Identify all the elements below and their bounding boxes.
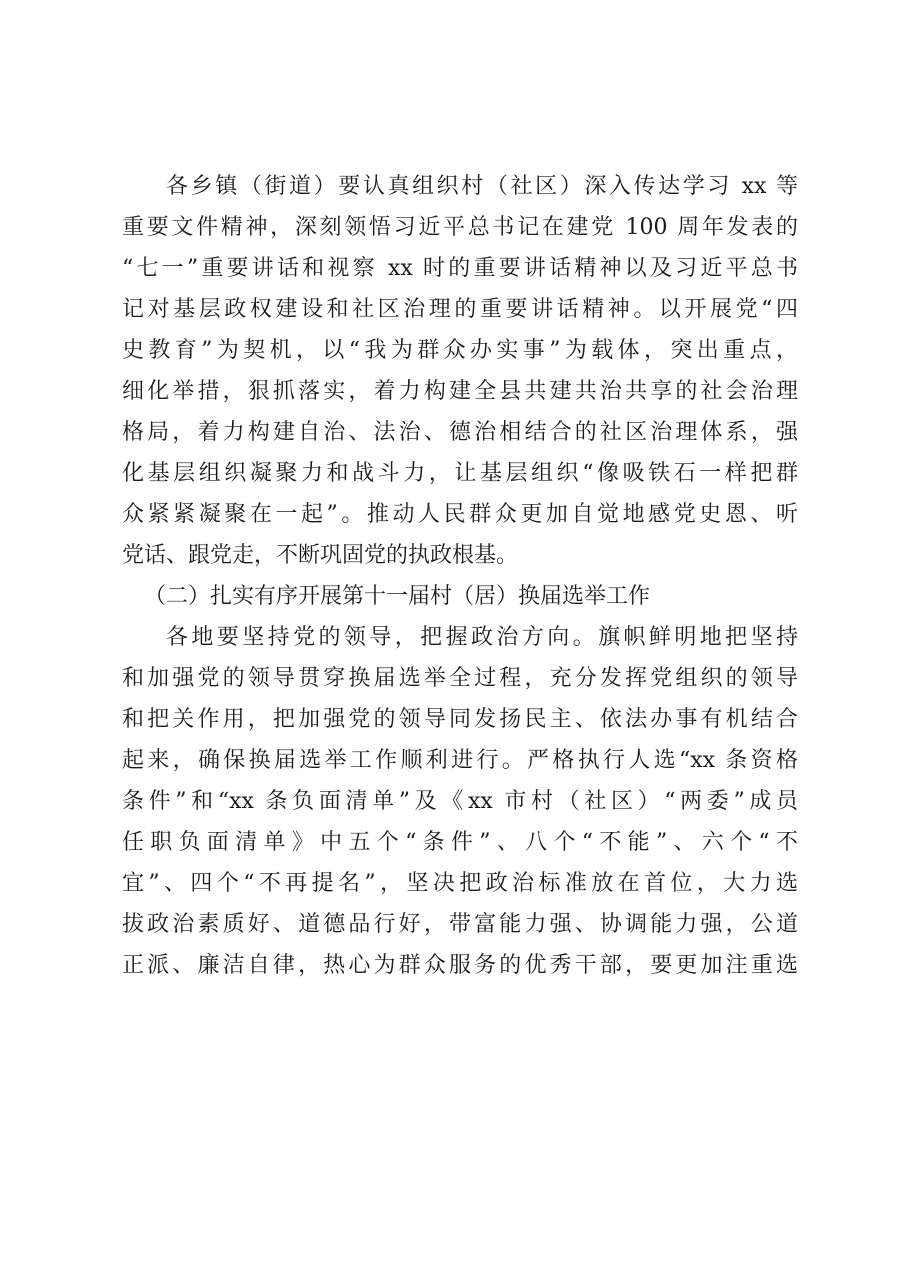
paragraph-line: 格局，着力构建自治、法治、德治相结合的社区治理体系，强: [122, 420, 798, 445]
document-body: [122, 166, 798, 986]
paragraph-line: 任职负面清单》中五个“条件”、八个“不能”、六个“不: [122, 830, 798, 855]
paragraph-line: 起来，确保换届选举工作顺利进行。严格执行人选“xx 条资格: [122, 748, 798, 773]
paragraph-election-work: [122, 617, 798, 986]
paragraph-line: 史教育”为契机，以“我为群众办实事”为载体，突出重点，: [122, 338, 798, 363]
paragraph-line: 化基层组织凝聚力和战斗力，让基层组织“像吸铁石一样把群: [122, 461, 798, 486]
paragraph-line: 记对基层政权建设和社区治理的重要讲话精神。以开展党“四: [122, 297, 798, 322]
paragraph-line: 宜”、四个“不再提名”，坚决把政治标准放在首位，大力选: [122, 871, 798, 896]
paragraph-line: 和加强党的领导贯穿换届选举全过程，充分发挥党组织的领导: [122, 666, 798, 691]
paragraph-study-spirit: [122, 166, 798, 576]
paragraph-line: 正派、廉洁自律，热心为群众服务的优秀干部，要更加注重选: [122, 953, 798, 978]
paragraph-line: “七一”重要讲话和视察 xx 时的重要讲话精神以及习近平总书: [122, 256, 798, 281]
paragraph-line: 众紧紧凝聚在一起”。推动人民群众更加自觉地感党史恩、听: [122, 502, 798, 527]
paragraph-line: 重要文件精神，深刻领悟习近平总书记在建党 100 周年发表的: [122, 215, 798, 240]
paragraph-line: 细化举措，狠抓落实，着力构建全县共建共治共享的社会治理: [122, 379, 798, 404]
paragraph-line: 各地要坚持党的领导，把握政治方向。旗帜鲜明地把坚持: [166, 625, 798, 650]
paragraph-line: 党话、跟党走，不断巩固党的执政根基。: [122, 543, 519, 568]
section-heading: （二）扎实有序开展第十一届村（居）换届选举工作: [144, 584, 651, 609]
paragraph-line: 各乡镇（街道）要认真组织村（社区）深入传达学习 xx 等: [166, 174, 798, 199]
paragraph-line: 条件”和“xx 条负面清单”及《xx 市村（社区）“两委”成员: [122, 789, 798, 814]
paragraph-line: 拔政治素质好、道德品行好，带富能力强、协调能力强，公道: [122, 912, 798, 937]
paragraph-line: 和把关作用，把加强党的领导同发扬民主、依法办事有机结合: [122, 707, 798, 732]
